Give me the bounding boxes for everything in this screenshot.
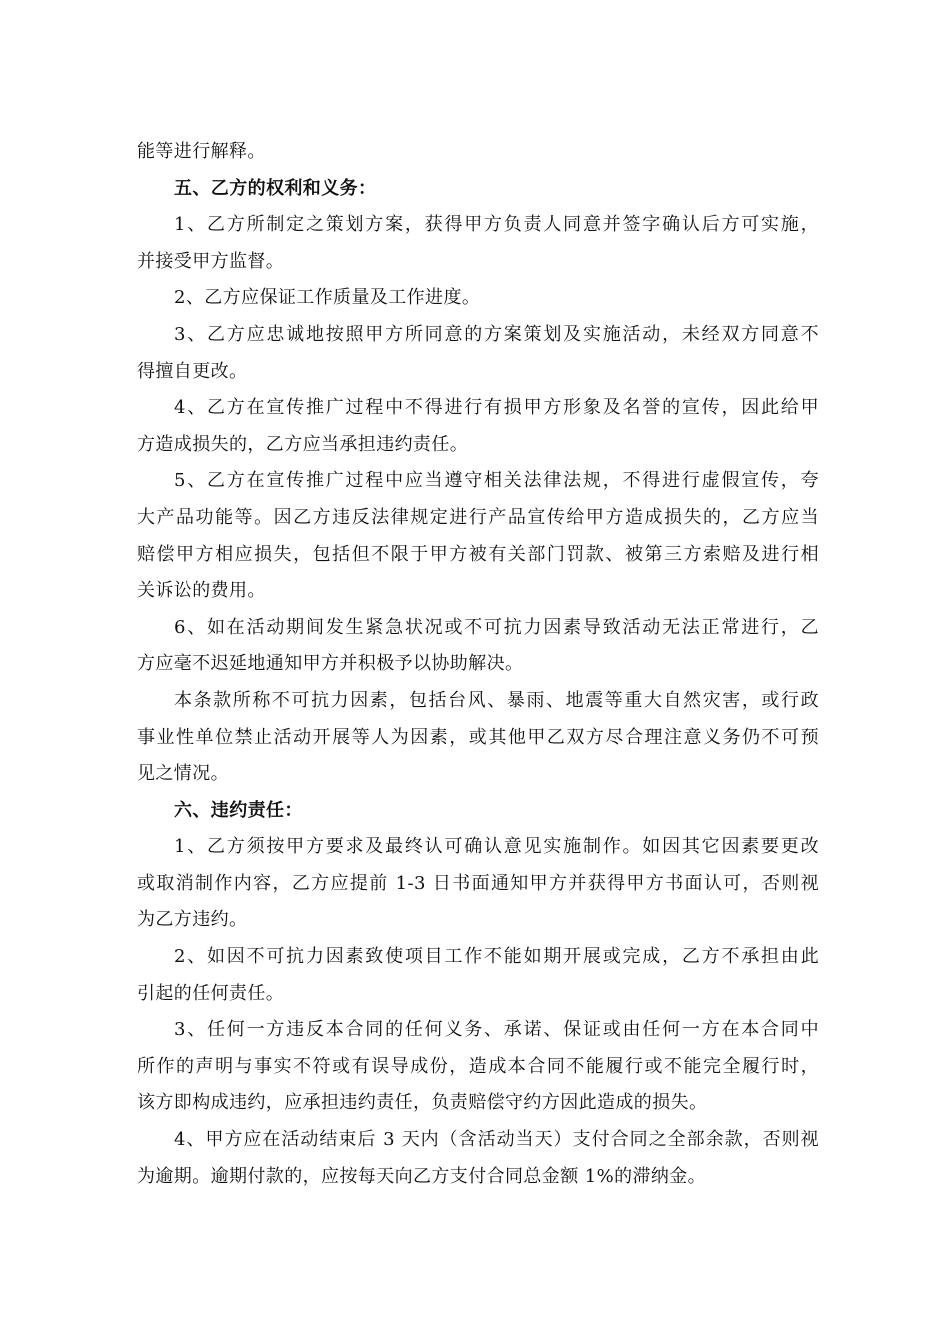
text-line: 2、乙方应保证工作质量及工作进度。 (174, 287, 481, 309)
text-line: 方造成损失的，乙方应当承担违约责任。 (137, 433, 469, 455)
section-heading: 六、违约责任： (174, 799, 303, 821)
text-line: 为乙方违约。 (137, 909, 248, 931)
text-line: 4、乙方在宣传推广过程中不得进行有损甲方形象及名誉的宣传，因此给甲 (174, 397, 819, 419)
text-line: 引起的任何责任。 (137, 982, 285, 1004)
text-line: 3、任何一方违反本合同的任何义务、承诺、保证或由任何一方在本合同中 (174, 1019, 819, 1041)
text-line: 大产品功能等。因乙方违反法律规定进行产品宣传给甲方造成损失的，乙方应当 (137, 506, 819, 528)
text-line: 并接受甲方监督。 (137, 250, 285, 272)
text-line: 4、甲方应在活动结束后 3 天内（含活动当天）支付合同之全部余款，否则视 (174, 1129, 819, 1151)
text-line: 为逾期。逾期付款的，应按每天向乙方支付合同总金额 1%的滞纳金。 (137, 1165, 707, 1187)
text-line: 得擅自更改。 (137, 360, 248, 382)
text-line: 2、如因不可抗力因素致使项目工作不能如期开展或完成，乙方不承担由此 (174, 946, 819, 968)
text-line: 该方即构成违约，应承担违约责任，负责赔偿守约方因此造成的损失。 (137, 1092, 708, 1114)
text-line: 5、乙方在宣传推广过程中应当遵守相关法律法规，不得进行虚假宣传，夸 (174, 470, 819, 492)
text-line: 赔偿甲方相应损失，包括但不限于甲方被有关部门罚款、被第三方索赔及进行相 (137, 543, 819, 565)
text-line: 见之情况。 (137, 763, 229, 785)
text-line: 关诉讼的费用。 (137, 580, 266, 602)
text-line: 6、如在活动期间发生紧急状况或不可抗力因素导致活动无法正常进行，乙 (174, 616, 819, 638)
section-heading: 五、乙方的权利和义务： (174, 177, 377, 199)
text-line: 3、乙方应忠诚地按照甲方所同意的方案策划及实施活动，未经双方同意不 (174, 323, 819, 345)
text-line: 能等进行解释。 (137, 141, 266, 162)
text-line: 方应毫不迟延地通知甲方并积极予以协助解决。 (137, 653, 524, 675)
text-line: 事业性单位禁止活动开展等人为因素，或其他甲乙双方尽合理注意义务仍不可预 (137, 726, 819, 748)
text-line: 所作的声明与事实不符或有误导成份，造成本合同不能履行或不能完全履行时， (137, 1055, 819, 1077)
text-line: 或取消制作内容，乙方应提前 1-3 日书面通知甲方并获得甲方书面认可，否则视 (137, 872, 819, 894)
text-line: 1、乙方所制定之策划方案，获得甲方负责人同意并签字确认后方可实施， (174, 214, 819, 236)
text-line: 1、乙方须按甲方要求及最终认可确认意见实施制作。如因其它因素要更改 (174, 836, 819, 858)
text-line: 本条款所称不可抗力因素，包括台风、暴雨、地震等重大自然灾害，或行政 (174, 689, 819, 711)
document-page (137, 134, 819, 1195)
